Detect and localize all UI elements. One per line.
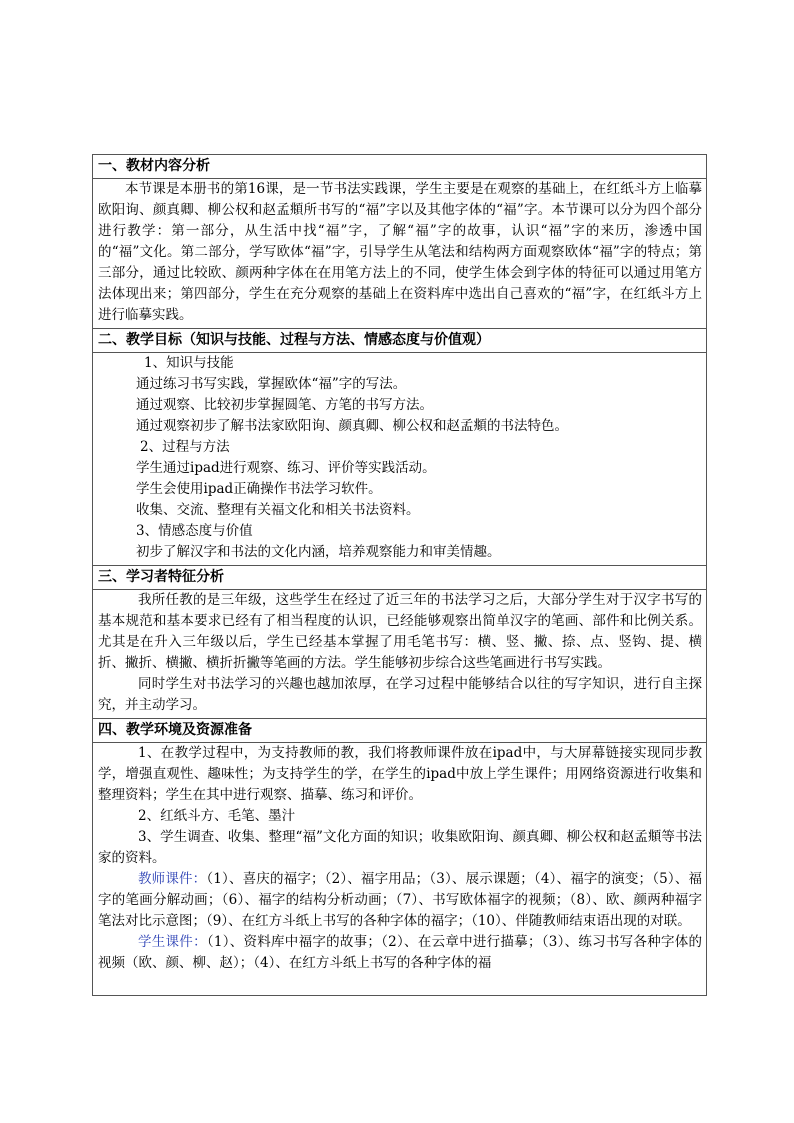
goal-item: 通过观察初步了解书法家欧阳询、颜真卿、柳公权和赵孟頫的书法特色。	[136, 418, 568, 434]
goal-item: 学生会使用ipad正确操作书法学习软件。	[136, 481, 382, 497]
goal-item: 初步了解汉字和书法的文化内涵，培养观察能力和审美情趣。	[136, 544, 501, 560]
section-body-cell	[93, 353, 707, 566]
section-row	[93, 155, 707, 179]
goal-item: 通过观察、比较初步掌握圆笔、方笔的书写方法。	[136, 397, 433, 413]
content-analysis-paragraph: 本节课是本册书的第16课，是一节书法实践课，学生主要是在观察的基础上，在红纸斗方上临摹欧阳询、颜真卿、柳公权和赵孟頫所书写的“福”字以及其他字体的“福”字。本节课可以分为四个部分进行教学：第一部分，从生活中找“福”字，了解“福”字的故事，认识“福”字的来历，渗透中国的“福”文化。第二部分，学写欧体“福”字，引导学生从笔法和结构两方面观察欧体“福”字的特点；第三部分，通过比较欧、颜两种字体在在用笔方法上的不同，使学生体会到字体的特征可以通过用笔方法体现出来；第四部分，学生在充分观察的基础上在资料库中选出自己喜欢的“福”字，在红纸斗方上进行临摹实践。	[98, 181, 702, 323]
goal-item: 通过练习书写实践，掌握欧体“福”字的写法。	[136, 376, 407, 392]
teacher-courseware-text: （1）、喜庆的福字；（2）、福字用品；（3）、展示课题；（4）、福字的演变；（5）、福字的笔画分解动画；（6）、福字的结构分析动画；（7）、书写欧体福字的视频；（8）、欧、颜两种福字笔法对比示意图；（9）、在红方斗纸上书写的各种字体的福字；（10）、伴随教师结束语出现的对联。	[98, 871, 702, 929]
section-row	[93, 179, 707, 329]
section-heading-cell	[93, 719, 707, 743]
learner-paragraph: 我所任教的是三年级，这些学生在经过了近三年的书法学习之后，大部分学生对于汉字书写的基本规范和基本要求已经有了相当程度的认识，已经能够观察出简单汉字的笔画、部件和比例关系。尤其是在升入三年级以后，学生已经基本掌握了用毛笔书写：横、竖、撇、捺、点、竖钩、提、横折、撇折、横撇、横折折撇等笔画的方法。学生能够初步综合这些笔画进行书写实践。	[98, 592, 702, 671]
goal-item: 学生通过ipad进行观察、练习、评价等实践活动。	[136, 460, 436, 476]
section-row	[93, 329, 707, 353]
section-row	[93, 719, 707, 743]
section-heading-learner-analysis: 三、学习者特征分析	[98, 569, 224, 585]
section-body-cell	[93, 743, 707, 996]
student-courseware-label: 学生课件：	[138, 934, 207, 950]
section-body-cell	[93, 179, 707, 329]
resource-paragraph: 1、在教学过程中，为支持教师的教，我们将教师课件放在ipad中，与大屏幕链接实现同步教学，增强直观性、趣味性；为支持学生的学，在学生的ipad中放上学生课件；用网络资源进行收集和整理资料；学生在其中进行观察、描摹、练习和评价。	[98, 745, 702, 803]
student-courseware-paragraph	[98, 932, 702, 974]
teacher-courseware-label: 教师课件：	[138, 871, 207, 887]
section-heading-teaching-goals: 二、教学目标（知识与技能、过程与方法、情感态度与价值观）	[98, 332, 490, 348]
section-row	[93, 566, 707, 590]
section-row	[93, 590, 707, 719]
courseware-clip	[98, 869, 702, 993]
resource-paragraph: 2、红纸斗方、毛笔、墨汁	[138, 808, 296, 824]
goal-subtitle: 3、情感态度与价值	[136, 523, 253, 539]
section-row	[93, 353, 707, 566]
learner-paragraph: 同时学生对书法学习的兴趣也越加浓厚，在学习过程中能够结合以往的写字知识，进行自主探究，并主动学习。	[98, 676, 702, 713]
section-heading-resources: 四、教学环境及资源准备	[98, 722, 252, 738]
section-body-cell	[93, 590, 707, 719]
resource-paragraph: 3、学生调查、收集、整理“福”文化方面的知识；收集欧阳询、颜真卿、柳公权和赵孟頫等书法家的资料。	[98, 829, 702, 866]
teacher-courseware-paragraph	[98, 869, 702, 932]
goal-subtitle: 1、知识与技能	[144, 355, 234, 371]
student-courseware-text: （1）、资料库中福字的故事；（2）、在云章中进行描摹；（3）、练习书写各种字体的视频（欧、颜、柳、赵）；（4）、在红方斗纸上书写的各种字体的福	[98, 934, 702, 971]
goal-subtitle: 2、过程与方法	[140, 439, 230, 455]
section-heading-cell	[93, 566, 707, 590]
lesson-plan-table	[92, 154, 707, 996]
goal-item: 收集、交流、整理有关福文化和相关书法资料。	[136, 502, 420, 518]
section-heading-cell	[93, 155, 707, 179]
section-row	[93, 743, 707, 996]
section-heading-content-analysis: 一、教材内容分析	[98, 158, 210, 174]
section-heading-cell	[93, 329, 707, 353]
